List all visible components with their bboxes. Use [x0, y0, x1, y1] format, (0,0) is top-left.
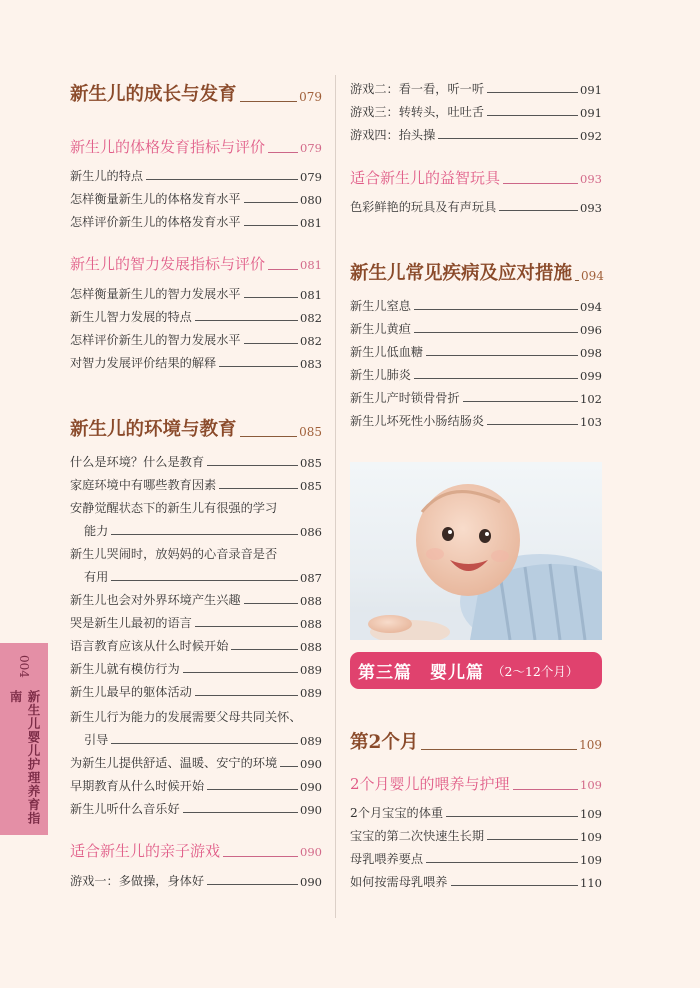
part-subtitle: （2～12个月）	[492, 663, 579, 679]
part-title: 第三篇 婴儿篇	[358, 663, 484, 683]
toc-subsection-heading[interactable]: 适合新生儿的亲子游戏 090	[70, 842, 322, 860]
toc-section-heading[interactable]: 新生儿常见疾病及应对措施 094	[350, 263, 604, 284]
toc-item-line1[interactable]: 新生儿哭闹时，放妈妈的心音录音是否	[70, 547, 278, 561]
toc-item[interactable]: 早期教育从什么时候开始 090	[70, 779, 322, 794]
toc-item-line1[interactable]: 新生儿行为能力的发展需要父母共同关怀、	[70, 710, 302, 724]
toc-item[interactable]: 2个月宝宝的体重 109	[350, 806, 602, 821]
toc-item[interactable]: 新生儿肺炎 099	[350, 368, 602, 383]
toc-item[interactable]: 能力 086	[84, 524, 322, 539]
toc-item[interactable]: 新生儿听什么音乐好 090	[70, 802, 322, 817]
book-title: 新生儿婴儿护理养育指南	[8, 689, 41, 825]
page-number: 004	[17, 655, 31, 678]
toc-item[interactable]: 对智力发展评价结果的解释 083	[70, 356, 322, 371]
toc-item[interactable]: 母乳喂养要点 109	[350, 852, 602, 867]
toc-subsection-heading[interactable]: 新生儿的体格发育指标与评价 079	[70, 138, 322, 156]
toc-item[interactable]: 新生儿的特点 079	[70, 169, 322, 184]
column-divider	[335, 75, 336, 918]
toc-section-heading[interactable]: 新生儿的成长与发育 079	[70, 84, 322, 105]
toc-item[interactable]: 宝宝的第二次快速生长期 109	[350, 829, 602, 844]
toc-item[interactable]: 怎样评价新生儿的智力发展水平 082	[70, 333, 322, 348]
toc-item[interactable]: 怎样衡量新生儿的智力发展水平 081	[70, 287, 322, 302]
toc-item[interactable]: 语言教育应该从什么时候开始 088	[70, 639, 322, 654]
part-three-banner[interactable]	[350, 652, 602, 689]
toc-section-heading[interactable]: 新生儿的环境与教育 085	[70, 419, 322, 440]
toc-item[interactable]: 游戏四：抬头操 092	[350, 128, 602, 143]
toc-item[interactable]: 新生儿窒息 094	[350, 299, 602, 314]
toc-item[interactable]: 新生儿坏死性小肠结肠炎 103	[350, 414, 602, 429]
toc-subsection-heading[interactable]: 2个月婴儿的喂养与护理 109	[350, 775, 602, 793]
toc-month-heading[interactable]: 第2个月 109	[350, 732, 602, 753]
toc-item[interactable]: 为新生儿提供舒适、温暖、安宁的环境 090	[70, 756, 322, 771]
baby-photo	[350, 462, 602, 640]
side-tab	[0, 643, 48, 835]
toc-item[interactable]: 怎样衡量新生儿的体格发育水平 080	[70, 192, 322, 207]
toc-item[interactable]: 引导 089	[84, 733, 322, 748]
toc-item[interactable]: 新生儿黄疸 096	[350, 322, 602, 337]
toc-item[interactable]: 什么是环境？什么是教育 085	[70, 455, 322, 470]
toc-item[interactable]: 怎样评价新生儿的体格发育水平 081	[70, 215, 322, 230]
toc-item-line1[interactable]: 安静觉醒状态下的新生儿有很强的学习	[70, 501, 278, 515]
toc-item[interactable]: 新生儿智力发展的特点 082	[70, 310, 322, 325]
toc-item[interactable]: 新生儿产时锁骨骨折 102	[350, 391, 602, 406]
toc-item[interactable]: 游戏三：转转头，吐吐舌 091	[350, 105, 602, 120]
toc-subsection-heading[interactable]: 适合新生儿的益智玩具 093	[350, 169, 602, 187]
toc-item[interactable]: 新生儿最早的躯体活动 089	[70, 685, 322, 700]
toc-item[interactable]: 游戏一：多做操，身体好 090	[70, 874, 322, 889]
toc-item[interactable]: 新生儿就有模仿行为 089	[70, 662, 322, 677]
toc-item[interactable]: 如何按需母乳喂养 110	[350, 875, 602, 890]
toc-item[interactable]: 有用 087	[84, 570, 322, 585]
toc-item[interactable]: 游戏二：看一看，听一听 091	[350, 82, 602, 97]
toc-item[interactable]: 新生儿也会对外界环境产生兴趣 088	[70, 593, 322, 608]
toc-item[interactable]: 色彩鲜艳的玩具及有声玩具 093	[350, 200, 602, 215]
toc-item[interactable]: 哭是新生儿最初的语言 088	[70, 616, 322, 631]
toc-item[interactable]: 家庭环境中有哪些教育因素 085	[70, 478, 322, 493]
baby-illustration	[350, 462, 602, 640]
toc-item[interactable]: 新生儿低血糖 098	[350, 345, 602, 360]
toc-subsection-heading[interactable]: 新生儿的智力发展指标与评价 081	[70, 255, 322, 273]
